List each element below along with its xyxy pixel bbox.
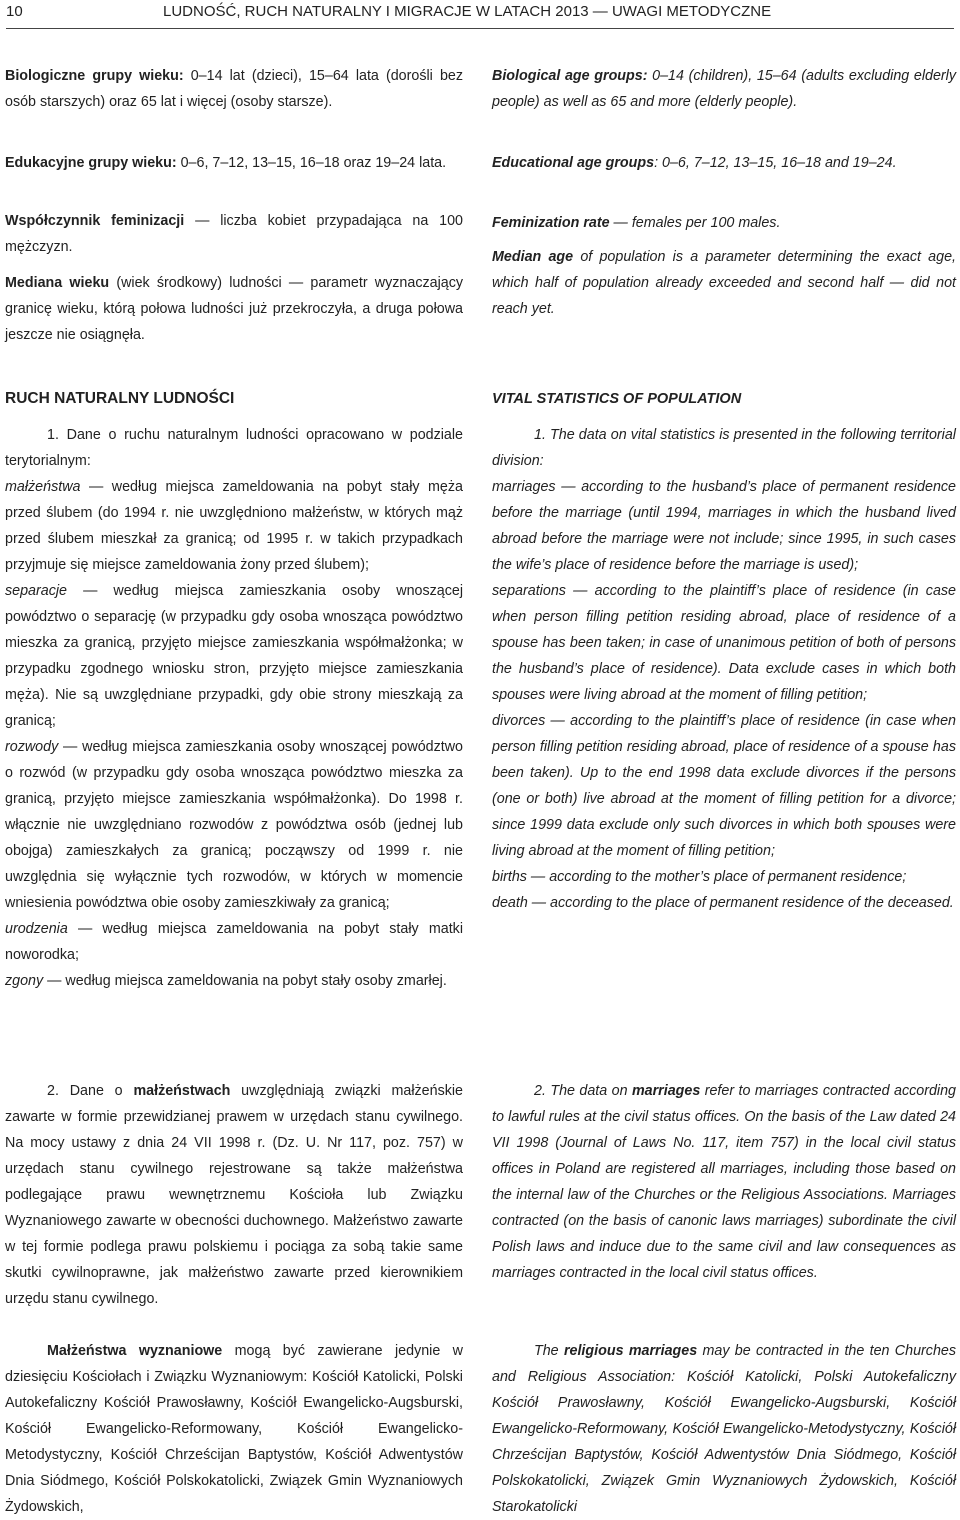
deaths-item-pl <box>5 968 463 994</box>
divorces-item-en: divorces — according to the plaintiff’s place of residence (in case when person filling petition residing abroad, place of residence of a spouse has been taken). Up to the end 1998 data exclude divorces if the persons (one or both) live abroad at the moment of filling petition for a divorce; since 1999 data exclude only such divorces in which both spouses were living abroad at the moment of filling petition; <box>492 713 956 859</box>
item-term: urodzenia <box>5 921 68 937</box>
paragraph-2-pl <box>5 1078 463 1312</box>
def-median-age-pl <box>5 270 463 348</box>
item-text: — według miejsca zameldowania na pobyt stały matki noworodka; <box>5 921 463 963</box>
item-text: — według miejsca zamieszkania osoby wnoszącej powództwo o separację (w przypadku gdy osoba wnosząca powództwo mieszka za granicą, przyjęto miejsce zamieszkania współmałżonka; w przypadku zgodnego wniosku stron, przyjęto miejsce zamieszkania męża). Nie są uwzględniane przypadki, gdy obie strony mieszkają za granicą; <box>5 583 463 729</box>
def-age-educational-en <box>492 150 956 176</box>
marriages-item-en: marriages — according to the husband’s place of permanent residence before the marriage (until 1994, marriages in which the husband lived abroad before the marriage were not include; since 1995, in such cases the wife’s place of residence before the marriage is used); <box>492 479 956 573</box>
paragraph-text: 2. Dane o <box>47 1083 134 1099</box>
def-term: Feminization rate <box>492 215 610 231</box>
vital-stats-pl <box>5 422 463 994</box>
def-text: 0–14 lat (dzieci), 15–64 lata (dorośli bez osób starszych) oraz 65 lat i więcej (osoby starsze). <box>5 68 463 110</box>
deaths-item-en: death — according to the place of permanent residence of the deceased. <box>492 895 954 911</box>
def-term: Mediana wieku <box>5 275 110 291</box>
def-term: Educational age groups <box>492 155 655 171</box>
def-feminization-pl <box>5 208 463 260</box>
item-term: zgony <box>5 973 44 989</box>
item-text: — według miejsca zamieszkania osoby wnoszącej powództwo o rozwód (w przypadku gdy osoba wnosząca powództwo mieszka za granicą, przyjęto miejsce zamieszkania współmałżonka). Do 1998 r. włącznie nie uwzględniano rozwodów z powództwa osób (jednej lub obojga) zamieszkałych za granicą; począwszy od 1999 r. nie uwzględnia się wyłącznie tych rozwodów, w których w momencie wniesienia powództwa obie osoby zamieszkiwały za granicą; <box>5 739 463 911</box>
def-term: Biologiczne grupy wieku: <box>5 68 184 84</box>
page-number: 10 <box>6 3 23 20</box>
item-text: — według miejsca zameldowania na pobyt stały męża przed ślubem (do 1994 r. nie uwzględniono małżeństw, w których mąż przed ślubem mieszkał za granicą; od 1995 r. w takich przypadkach przyjmuje się miejsce zameldowania żony przed ślubem); <box>5 479 463 573</box>
def-text: (wiek środkowy) ludności — parametr wyznaczający granicę wieku, którą połowa ludności już przekroczyła, a druga połowa jeszcze nie osiągnęła. <box>5 275 464 343</box>
def-term: Median age <box>492 249 574 265</box>
paragraph-2-en <box>492 1078 956 1286</box>
section-title-en: VITAL STATISTICS OF POPULATION <box>492 391 742 407</box>
def-text: of population is a parameter determining the exact age, which half of population already exceeded and second half — did not reach yet. <box>492 249 956 317</box>
def-term: Współczynnik feminizacji <box>5 213 185 229</box>
paragraph-text: 2. The data on <box>534 1083 632 1099</box>
separations-item-en: separations — according to the plaintiff’s place of residence (in case when person filling petition residing abroad, place of residence of a spouse has been taken; in case of unanimous petition of both of persons the husband’s place of residence). Data exclude cases in which both spouses were living abroad at the moment of filling petition; <box>492 583 956 703</box>
section-title-pl: RUCH NATURALNY LUDNOŚCI <box>5 390 235 407</box>
paragraph-term: Małżeństwa wyznaniowe <box>47 1343 223 1359</box>
def-median-age-en <box>492 244 956 322</box>
def-text: — females per 100 males. <box>609 215 781 231</box>
marriages-item-pl <box>5 474 463 578</box>
vital-stats-en <box>492 422 956 916</box>
paragraph-3-en <box>492 1338 956 1520</box>
running-title: LUDNOŚĆ, RUCH NATURALNY I MIGRACJE W LATACH 2013 — UWAGI METODYCZNE <box>163 3 772 20</box>
paragraph-text: mogą być zawierane jedynie w dziesięciu Kościołach i Związku Wyznaniowym: Kościół Katolicki, Polski Autokefaliczny Kościół Prawosławny, Kościół Ewangelicko-Augsburski, Kościół Ewangelicko-Reformowany, Kościół Ewangelicko-Metodystyczny, Kościół Chrześcijan Baptystów, Kościół Adwentystów Dnia Siódmego, Kościół Polskokatolicki, Związek Gmin Wyznaniowych Żydowskich, <box>5 1343 464 1515</box>
paragraph-text: may be contracted in the ten Churches and Religious Association: Kościół Katolicki, Polski Autokefaliczny Kościół Prawosławny, Kościół Ewangelicko-Augsburski, Kościół Ewangelicko-Reformowany, Kościół Ewangelicko-Metodystyczny, Kościół Chrześcijan Baptystów, Kościół Adwentystów Dnia Siódmego, Kościół Polskokatolicki, Związek Gmin Wyznaniowych Żydowskich, Kościół Starokatolicki <box>492 1343 956 1515</box>
paragraph-text: uwzględniają związki małżeńskie zawarte w formie przewidzianej prawem w urzędach stanu cywilnego. Na mocy ustawy z dnia 24 VII 1998 r. (Dz. U. Nr 117, poz. 757) w urzędach stanu cywilnego rejestrowane są także małżeństwa podlegające prawu wewnętrznemu Kościoła lub Związku Wyznaniowego zawarte w obecności duchownego. Małżeństwo zawarte w tej formie podlega prawu polskiemu i pociąga za sobą takie same skutki cywilnoprawne, jak małżeństwo zawarte przed kierownikiem urzędu stanu cywilnego. <box>5 1083 463 1307</box>
def-text: 0–6, 7–12, 13–15, 16–18 oraz 19–24 lata. <box>176 155 447 171</box>
def-text: 0–14 (children), 15–64 (adults excluding elderly people) as well as 65 and more (elderly people). <box>492 68 956 110</box>
item-term: separacje <box>5 583 67 599</box>
item-term: rozwody <box>5 739 59 755</box>
def-text: : 0–6, 7–12, 13–15, 16–18 and 19–24. <box>654 155 897 171</box>
def-age-biological-en <box>492 63 956 115</box>
item-text: — według miejsca zameldowania na pobyt stały osoby zmarłej. <box>43 973 447 989</box>
paragraph-1-en: 1. The data on vital statistics is presented in the following territorial division: <box>492 427 956 469</box>
def-text: — liczba kobiet przypadająca na 100 mężczyzn. <box>5 213 463 255</box>
paragraph-term: marriages <box>631 1083 701 1099</box>
def-term: Biological age groups: <box>492 68 648 84</box>
paragraph-term: religious marriages <box>563 1343 698 1359</box>
paragraph-text: The <box>534 1343 564 1359</box>
separations-item-pl <box>5 578 463 734</box>
def-feminization-en <box>492 210 956 236</box>
page-header <box>6 0 954 29</box>
paragraph-term: małżeństwach <box>133 1083 231 1099</box>
births-item-pl <box>5 916 463 968</box>
births-item-en: births — according to the mother’s place of permanent residence; <box>492 869 907 885</box>
paragraph-text: refer to marriages contracted according to lawful rules at the civil status offices. On the basis of the Law dated 24 VII 1998 (Journal of Laws No. 117, item 757) in the local civil status offices in Poland are registered all marriages, including those based on the internal law of the Churches or the Religious Associations. Marriages contracted (on the basis of canonic laws marriages) subordinate the civil Polish laws and induce due to the same civil and law consequences as marriages contracted in the local civil status offices. <box>492 1083 956 1281</box>
paragraph-1-pl: 1. Dane o ruchu naturalnym ludności opracowano w podziale terytorialnym: <box>5 427 463 469</box>
def-age-educational-pl <box>5 150 463 176</box>
def-term: Edukacyjne grupy wieku: <box>5 155 177 171</box>
def-age-biological-pl <box>5 63 463 115</box>
paragraph-3-pl <box>5 1338 463 1520</box>
item-term: małżeństwa <box>5 479 81 495</box>
divorces-item-pl <box>5 734 463 916</box>
